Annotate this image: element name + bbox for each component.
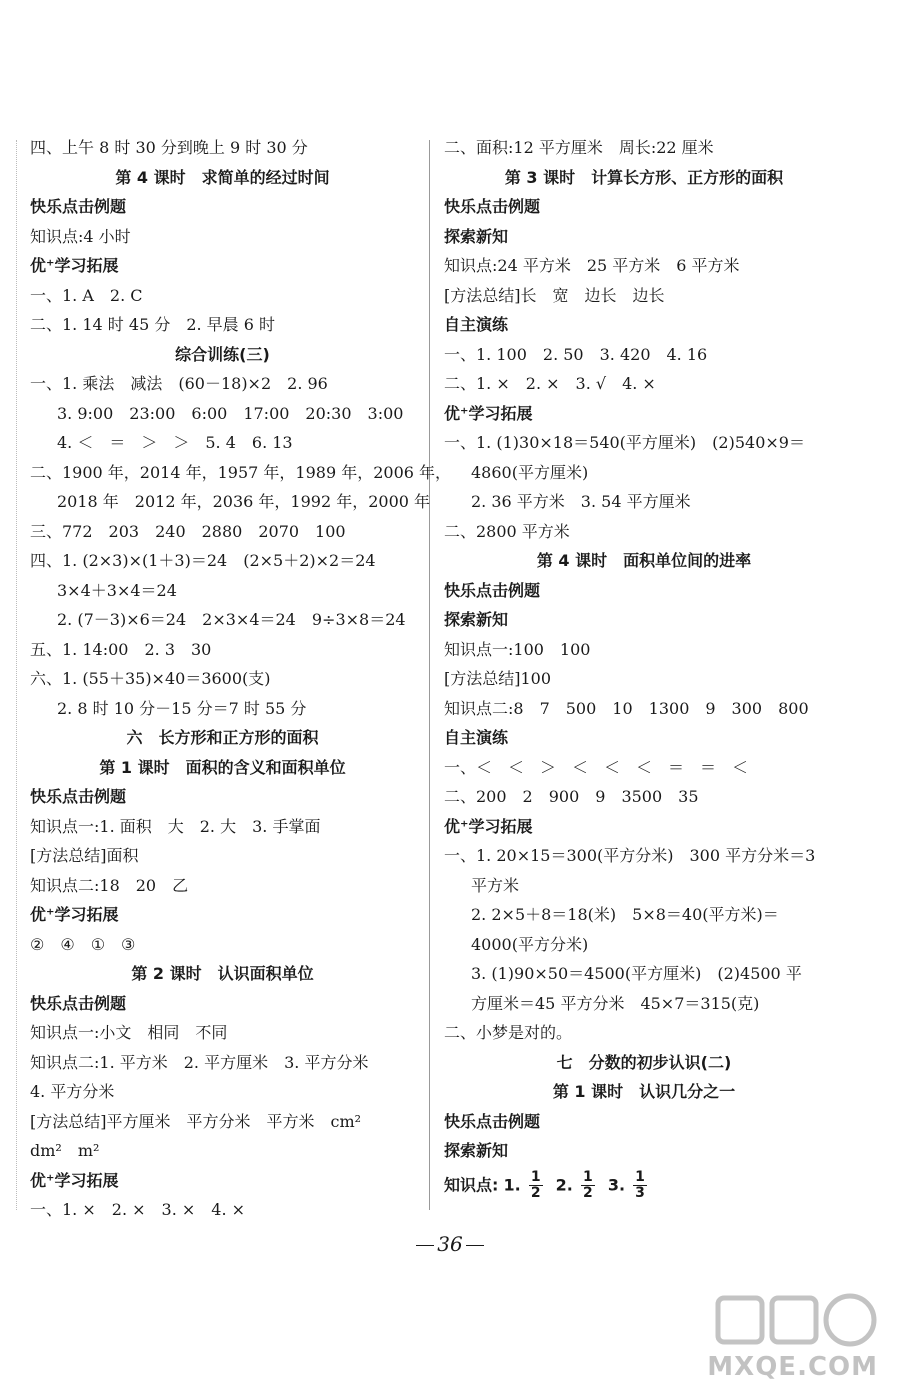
answer-line: 方厘米＝45 平方分米 45×7＝315(克)	[471, 993, 760, 1013]
fraction-3-denominator: 3	[635, 1184, 645, 1201]
answer-line: 平方米	[471, 875, 520, 895]
fraction-line-label: 知识点:	[444, 1175, 499, 1194]
answer-line: 二、200 2 900 9 3500 35	[444, 787, 699, 806]
section-heading: 快乐点击例题	[30, 993, 127, 1013]
answer-line: 知识点一:100 100	[444, 639, 591, 659]
section-title: 第 3 课时 计算长方形、正方形的面积	[504, 167, 784, 187]
answer-line: 二、小梦是对的。	[444, 1023, 573, 1042]
fraction-item-3-label: 3.	[607, 1175, 626, 1194]
answer-line: 四、上午 8 时 30 分到晚上 9 时 30 分	[30, 138, 308, 157]
fraction-1-numerator: 1	[530, 1168, 541, 1185]
section-title: 综合训练(三)	[175, 344, 270, 364]
answer-line: [方法总结]面积	[30, 846, 139, 865]
fraction-item-1-label: 1.	[503, 1175, 521, 1194]
answer-line: 知识点一:1. 面积 大 2. 大 3. 手掌面	[30, 816, 321, 836]
section-title: 第 4 课时 求简单的经过时间	[115, 167, 330, 187]
right-column	[444, 133, 844, 1204]
answer-line: 三、772 203 240 2880 2070 100	[30, 521, 346, 541]
section-heading: 优⁺学习拓展	[444, 403, 533, 423]
answer-line: [方法总结]平方厘米 平方分米 平方米 cm²	[30, 1111, 362, 1131]
answer-line: dm² m²	[30, 1141, 100, 1160]
section-heading: 自主演练	[444, 315, 509, 334]
fraction-3	[633, 1170, 647, 1201]
section-heading: 快乐点击例题	[30, 787, 127, 806]
fraction-2	[581, 1170, 595, 1201]
page-edge-line	[16, 140, 17, 1210]
answer-line: 二、2800 平方米	[444, 521, 570, 541]
answer-line: 4. 平方分米	[30, 1082, 115, 1101]
page-number	[0, 1232, 900, 1256]
fraction-2-denominator: 2	[582, 1184, 593, 1201]
answer-line: 4000(平方分米)	[471, 934, 589, 954]
left-column	[30, 133, 452, 1225]
section-title: 第 1 课时 认识几分之一	[552, 1082, 736, 1101]
column-divider	[429, 140, 430, 1210]
answer-line: [方法总结]长 宽 边长 边长	[444, 285, 665, 305]
answer-line: 二、1900 年，2014 年，1957 年，1989 年，2006 年，	[30, 462, 452, 482]
answer-line: 知识点:24 平方米 25 平方米 6 平方米	[444, 256, 740, 275]
answer-line: 2. 36 平方米 3. 54 平方厘米	[471, 492, 691, 511]
answer-line: 2. 2×5＋8＝18(米) 5×8＝40(平方米)＝	[471, 905, 779, 924]
page-number-dash-left	[416, 1245, 434, 1246]
answer-line: 一、1. (1)30×18＝540(平方厘米) (2)540×9＝	[444, 433, 805, 452]
answer-line: 2018 年 2012 年，2036 年，1992 年，2000 年	[57, 492, 431, 511]
answer-line: 二、面积:12 平方厘米 周长:22 厘米	[444, 138, 714, 157]
section-title: 七 分数的初步认识(二)	[556, 1052, 732, 1072]
section-title: 第 2 课时 认识面积单位	[131, 964, 314, 983]
right-column-lines	[444, 133, 844, 1166]
answer-line: 2. (7－3)×6＝24 2×3×4＝24 9÷3×8＝24	[57, 610, 406, 629]
answer-line: 二、1. × 2. × 3. √ 4. ×	[444, 374, 656, 393]
answer-line: 3. (1)90×50＝4500(平方厘米) (2)4500 平	[471, 964, 802, 983]
fraction-2-numerator: 1	[582, 1168, 593, 1185]
answer-line: 知识点:4 小时	[30, 226, 131, 246]
section-heading: 探索新知	[444, 226, 509, 246]
section-title: 第 1 课时 面积的含义和面积单位	[99, 757, 346, 777]
section-heading: 优⁺学习拓展	[30, 1170, 119, 1190]
section-heading: 探索新知	[444, 1141, 509, 1160]
watermark-text: MXQE.COM	[707, 1352, 878, 1382]
page-number-value: 36	[437, 1232, 463, 1256]
page-number-dash-right	[466, 1245, 484, 1246]
answer-line: 4. ＜ ＝ ＞ ＞ 5. 4 6. 13	[57, 433, 293, 452]
answer-line: 一、1. 20×15＝300(平方分米) 300 平方分米＝3	[444, 846, 816, 865]
section-heading: 自主演练	[444, 728, 509, 747]
section-heading: 快乐点击例题	[444, 1111, 541, 1131]
fraction-1	[529, 1170, 543, 1201]
section-heading: 探索新知	[444, 610, 509, 629]
answer-line: 一、1. 乘法 减法 (60－18)×2 2. 96	[30, 374, 328, 393]
answer-line: 2. 8 时 10 分－15 分＝7 时 55 分	[57, 698, 307, 718]
section-title: 六 长方形和正方形的面积	[126, 728, 319, 747]
answer-line: 3. 9:00 23:00 6:00 17:00 20:30 3:00	[57, 403, 404, 423]
answer-line: 3×4＋3×4＝24	[57, 580, 177, 600]
fraction-item-2-label: 2.	[555, 1175, 573, 1194]
section-heading: 快乐点击例题	[30, 197, 127, 216]
section-heading: 优⁺学习拓展	[30, 256, 119, 275]
answer-line: 一、＜ ＜ ＞ ＜ ＜ ＜ ＝ ＝ ＜	[444, 757, 749, 777]
answer-line: [方法总结]100	[444, 669, 552, 688]
section-heading: 优⁺学习拓展	[30, 905, 119, 924]
answer-line: 一、1. × 2. × 3. × 4. ×	[30, 1200, 246, 1219]
answer-line: 四、1. (2×3)×(1＋3)＝24 (2×5＋2)×2＝24	[30, 551, 376, 570]
answer-line: 六、1. (55＋35)×40＝3600(支)	[30, 669, 271, 688]
section-heading: 快乐点击例题	[444, 580, 541, 600]
section-heading: 快乐点击例题	[444, 197, 541, 216]
fraction-answer-line	[444, 1166, 844, 1204]
answer-line: 二、1. 14 时 45 分 2. 早晨 6 时	[30, 315, 276, 334]
answer-line: 五、1. 14:00 2. 3 30	[30, 639, 212, 659]
answer-line: ② ④ ① ③	[30, 934, 136, 954]
fraction-1-denominator: 2	[530, 1184, 541, 1201]
section-heading: 优⁺学习拓展	[444, 816, 533, 836]
answer-line: 知识点二:18 20 乙	[30, 875, 189, 895]
answer-line: 知识点二:8 7 500 10 1300 9 300 800	[444, 698, 809, 718]
answer-line: 一、1. 100 2. 50 3. 420 4. 16	[444, 344, 708, 364]
answer-line: 一、1. A 2. C	[30, 285, 143, 305]
answer-line: 4860(平方厘米)	[471, 462, 589, 482]
answer-line: 知识点二:1. 平方米 2. 平方厘米 3. 平方分米	[30, 1052, 369, 1072]
fraction-3-numerator: 1	[635, 1168, 645, 1185]
answer-line: 知识点一:小文 相同 不同	[30, 1023, 228, 1042]
section-title: 第 4 课时 面积单位间的进率	[536, 551, 752, 570]
